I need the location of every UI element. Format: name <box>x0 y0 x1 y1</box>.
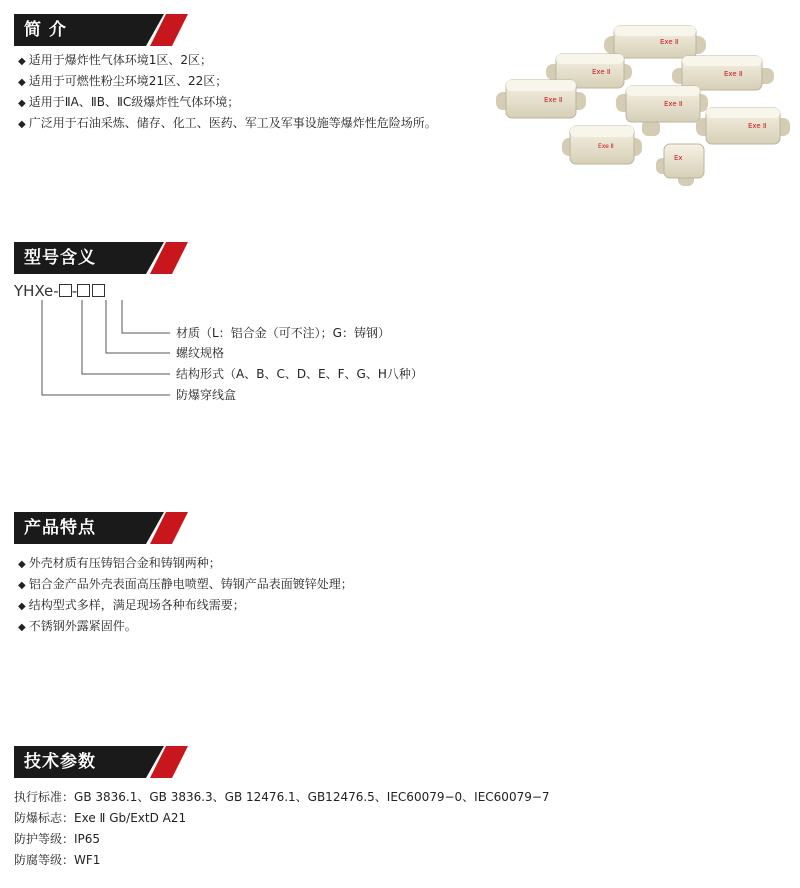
diamond-bullet-icon: ◆ <box>18 77 26 88</box>
list-item: ◆ 不锈钢外露紧固件。 <box>18 619 137 633</box>
spec-row <box>14 788 550 806</box>
diamond-bullet-icon: ◆ <box>18 56 26 67</box>
product-mark: Exe Ⅱ <box>664 100 683 108</box>
section-header-model <box>14 242 188 274</box>
spec-label: 执行标准： <box>14 790 75 804</box>
section-title: 型号含义 <box>24 248 96 268</box>
product-image <box>492 22 792 190</box>
product-mark: Exe Ⅱ <box>724 70 743 78</box>
product-mark: Ex <box>674 154 683 162</box>
product-mark: Exe Ⅱ <box>660 38 679 46</box>
spec-label: 防腐等级： <box>14 853 75 867</box>
spec-row <box>14 830 100 848</box>
list-item: ◆ 适用于可燃性粉尘环境21区、22区； <box>18 74 228 88</box>
section-header-intro <box>14 14 188 46</box>
placeholder-box <box>92 284 105 297</box>
model-code: YHXe- - <box>14 280 105 302</box>
spec-row <box>14 809 186 827</box>
placeholder-box <box>77 284 90 297</box>
section-header-specs <box>14 746 188 778</box>
section-title: 简 介 <box>24 20 67 40</box>
intro-list <box>18 50 437 134</box>
list-item: ◆ 铝合金产品外壳表面高压静电喷塑、铸钢产品表面镀锌处理； <box>18 577 353 591</box>
junction-box <box>672 56 774 90</box>
model-label-structure: 结构形式（A、B、C、D、E、F、G、H八种） <box>176 367 423 381</box>
model-label-thread: 螺纹规格 <box>176 346 225 360</box>
junction-box <box>604 26 706 58</box>
model-label-product: 防爆穿线盒 <box>176 388 237 402</box>
section-title: 技术参数 <box>24 752 96 772</box>
product-mark: Exe Ⅱ <box>544 96 563 104</box>
list-item: ◆ 广泛用于石油采炼、储存、化工、医药、军工及军事设施等爆炸性危险场所。 <box>18 116 437 130</box>
list-item: ◆ 适用于爆炸性气体环境1区、2区； <box>18 53 212 67</box>
spec-value: IP65 <box>74 832 101 846</box>
junction-box <box>562 126 642 164</box>
product-mark: Exe Ⅱ <box>592 68 611 76</box>
spec-label: 防爆标志： <box>14 811 75 825</box>
diamond-bullet-icon: ◆ <box>18 98 26 109</box>
model-label-material: 材质（L：铝合金（可不注）；G：铸钢） <box>176 326 390 340</box>
diamond-bullet-icon: ◆ <box>18 559 26 570</box>
junction-box <box>696 108 790 144</box>
product-mark: Exe Ⅱ <box>598 143 614 150</box>
section-title: 产品特点 <box>24 518 96 538</box>
list-item: ◆ 外壳材质有压铸铝合金和铸钢两种； <box>18 556 221 570</box>
list-item: ◆ 结构型式多样，满足现场各种布线需要； <box>18 598 245 612</box>
diamond-bullet-icon: ◆ <box>18 622 26 633</box>
spec-value: WF1 <box>74 853 101 867</box>
diamond-bullet-icon: ◆ <box>18 580 26 591</box>
diamond-bullet-icon: ◆ <box>18 119 26 130</box>
spec-value: GB 3836.1、GB 3836.3、GB 12476.1、GB12476.5、IEC60079−0、IEC60079−7 <box>74 790 550 804</box>
section-header-features <box>14 512 188 544</box>
spec-label: 防护等级： <box>14 832 75 846</box>
spec-value: Exe Ⅱ Gb/ExtD A21 <box>74 811 187 825</box>
features-list <box>18 553 353 637</box>
junction-box <box>656 144 704 186</box>
list-item: ◆ 适用于ⅡA、ⅡB、ⅡC级爆炸性气体环境； <box>18 95 240 109</box>
product-mark: Exe Ⅱ <box>748 122 767 130</box>
diamond-bullet-icon: ◆ <box>18 601 26 612</box>
placeholder-box <box>59 284 72 297</box>
junction-box <box>496 80 586 118</box>
spec-row <box>14 851 100 869</box>
